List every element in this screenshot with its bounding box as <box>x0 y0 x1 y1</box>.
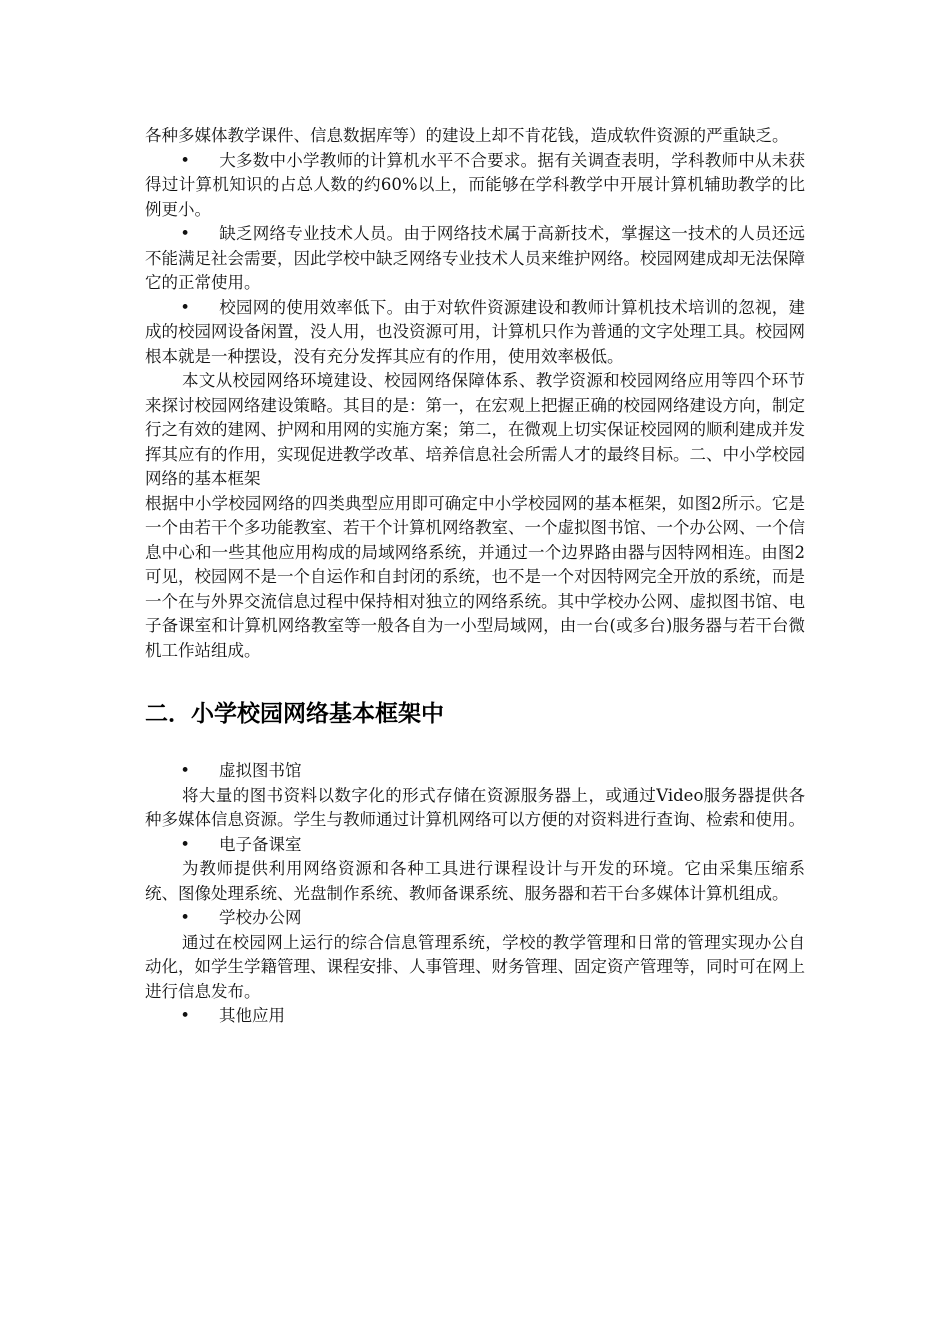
bullet-item-network-staff <box>145 222 805 296</box>
bullet-title: 学校办公网 <box>219 908 302 927</box>
paragraph-office-network: 通过在校园网上运行的综合信息管理系统，学校的教学管理和日常的管理实现办公自动化，如学生学籍管理、课程安排、人事管理、财务管理、固定资产管理等，同时可在网上进行信息发布。 <box>145 932 805 1001</box>
paragraph-continuation: 各种多媒体教学课件、信息数据库等）的建设上却不肯花钱，造成软件资源的严重缺乏。 <box>145 126 789 145</box>
bullet-item-other-apps <box>145 1004 805 1029</box>
bullet-icon: • <box>180 834 190 854</box>
document-page <box>145 124 805 1029</box>
bullet-item-usage-efficiency <box>145 296 805 370</box>
bullet-title: 电子备课室 <box>219 834 302 854</box>
bullet-item-virtual-library <box>145 759 805 784</box>
bullet-item-e-prep-room <box>145 833 805 858</box>
paragraph-framework: 根据中小学校园网络的四类典型应用即可确定中小学校园网的基本框架，如图2所示。它是一个由若干个多功能教室、若干个计算机网络教室、一个虚拟图书馆、一个办公网、一个信息中心和一些其他应用构成的局域网络系统，并通过一个边界路由器与因特网相连。由图2可见，校园网不是一个自运作和自封闭的系统，也不是一个对因特网完全开放的系统，而是一个在与外界交流信息过程中保持相对独立的网络系统。其中学校办公网、虚拟图书馆、电子备课室和计算机网络教室等一般各自为一小型局域网，由一台(或多台)服务器与若干台微机工作站组成。 <box>145 493 805 660</box>
paragraph-virtual-library: 将大量的图书资料以数字化的形式存储在资源服务器上，或通过Video服务器提供各种多媒体信息资源。学生与教师通过计算机网络可以方便的对资料进行查询、检索和使用。 <box>145 785 805 829</box>
paragraph-strategy: 本文从校园网络环境建设、校园网络保障体系、教学资源和校园网络应用等四个环节来探讨校园网络建设策略。其目的是：第一，在宏观上把握正确的校园网络建设方向，制定行之有效的建网、护网和用网的实施方案；第二，在微观上切实保证校园网的顺利建成并发挥其应有的作用，实现促进教学改革、培养信息社会所需人才的最终目标。二、中小学校园网络的基本框架 <box>145 371 805 488</box>
bullet-icon: • <box>180 908 190 927</box>
bullet-text: 校园网的使用效率低下。由于对软件资源建设和教师计算机技术培训的忽视，建成的校园网设备闲置，没人用，也没资源可用，计算机只作为普通的文字处理工具。校园网根本就是一种摆设，没有充分发挥其应有的作用，使用效率极低。 <box>145 297 805 366</box>
bullet-title: 虚拟图书馆 <box>219 761 302 780</box>
bullet-item-teacher-skills <box>145 149 805 223</box>
bullet-icon: • <box>180 761 190 780</box>
bullet-icon: • <box>180 1006 190 1025</box>
bullet-item-office-network <box>145 906 805 931</box>
bullet-icon: • <box>180 150 190 170</box>
bullet-icon: • <box>180 224 190 243</box>
bullet-text: 大多数中小学教师的计算机水平不合要求。据有关调查表明，学科教师中从未获得过计算机知识的占总人数的约60%以上，而能够在学科教学中开展计算机辅助教学的比例更小。 <box>145 150 805 219</box>
bullet-icon: • <box>180 297 190 317</box>
section-heading: 二．小学校园网络基本框架中 <box>145 701 444 727</box>
paragraph-e-prep-room: 为教师提供利用网络资源和各种工具进行课程设计与开发的环境。它由采集压缩系统、图像处理系统、光盘制作系统、教师备课系统、服务器和若干台多媒体计算机组成。 <box>145 859 805 903</box>
bullet-text: 缺乏网络专业技术人员。由于网络技术属于高新技术，掌握这一技术的人员还远不能满足社会需要，因此学校中缺乏网络专业技术人员来维护网络。校园网建成却无法保障它的正常使用。 <box>145 224 805 292</box>
bullet-title: 其他应用 <box>219 1006 285 1025</box>
